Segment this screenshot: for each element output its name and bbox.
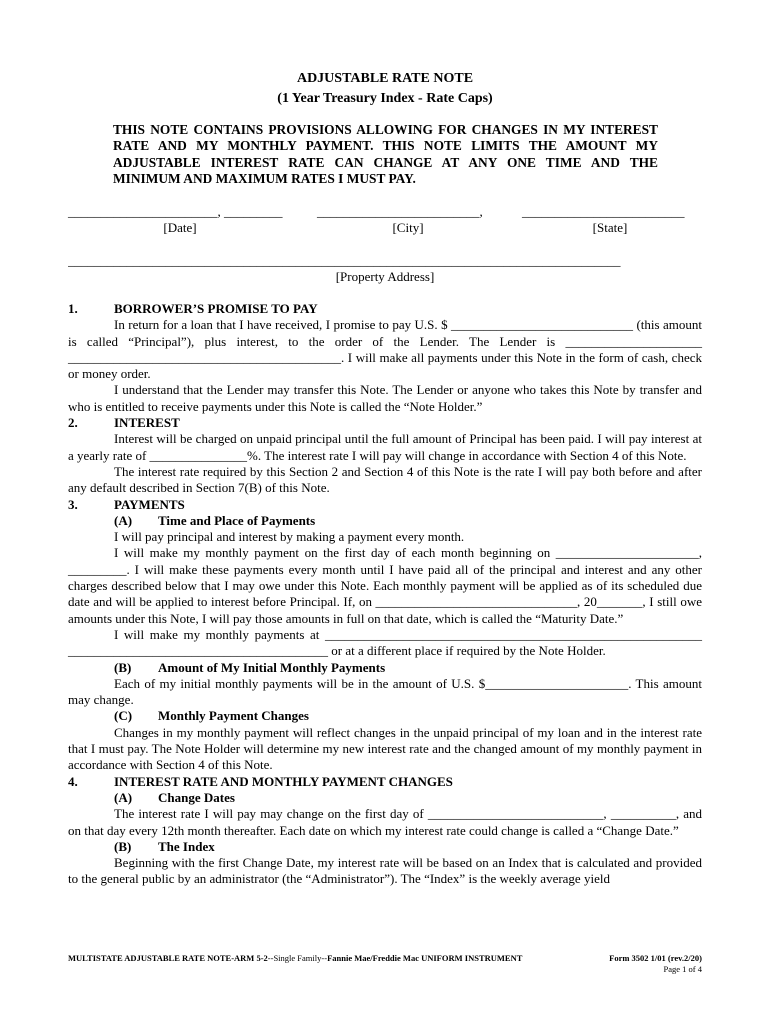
subsection-title: Amount of My Initial Monthly Payments	[158, 659, 386, 675]
section-title: PAYMENTS	[114, 496, 185, 512]
paragraph: In return for a loan that I have received, I promise to pay U.S. $ ____________________________ (this amount is called “Principal”), plus interest, to the order of the Lender. The Lender is _____________________ __________________________________________. I will make all payments under this Note in the form of cash, check or money order.	[68, 317, 702, 382]
subsection-3c-heading	[68, 708, 702, 724]
section-number: 1.	[68, 301, 78, 316]
section-4-heading	[68, 774, 702, 790]
footer-form-number: Form 3502 1/01 (rev.2/20)	[609, 953, 702, 963]
city-label: [City]	[392, 220, 424, 235]
state-label: [State]	[592, 220, 628, 235]
subsection-3b-heading	[68, 660, 702, 676]
section-title: INTEREST RATE AND MONTHLY PAYMENT CHANGES	[114, 773, 453, 789]
subsection-title: Monthly Payment Changes	[158, 708, 309, 724]
document-subtitle: (1 Year Treasury Index - Rate Caps)	[277, 91, 493, 106]
paragraph: Each of my initial monthly payments will be in the amount of U.S. $______________________. This amount may change.	[68, 675, 702, 708]
paragraph: I understand that the Lender may transfer this Note. The Lender or anyone who takes this Note by transfer and who is entitled to receive payments under this Note is called the “Note Holder.”	[68, 382, 702, 414]
note-body	[68, 301, 702, 888]
footer-form-title: MULTISTATE ADJUSTABLE RATE NOTE-ARM 5-2--Single Family--Fannie Mae/Freddie Mac UNIFORM INSTRUMENT	[68, 953, 523, 963]
paragraph: The interest rate I will pay may change on the first day of ___________________________, __________, and on that day every 12th month thereafter. Each date on which my interest rate could change is called a “Change Date.”	[68, 806, 702, 838]
section-2-heading	[68, 415, 702, 431]
section-number: 2.	[68, 415, 78, 431]
paragraph: I will make my monthly payment on the first day of each month beginning on ______________________, _________. I will make these payments every month until I have paid all of the principal and interest and any other charges described below that I may owe under this Note. Each monthly payment will be applied as of its scheduled due date and will be applied to interest before Principal. If, on _______________________________, 20_______, I still owe amounts under this Note, I will pay those amounts in full on that date, which is called the “Maturity Date.”	[68, 545, 702, 626]
paragraph: Interest will be charged on unpaid principal until the full amount of Principal has been paid. I will pay interest at a yearly rate of _______________%. The interest rate I will pay will change in accordance with Section 4 of this Note.	[68, 431, 702, 463]
subsection-letter: (B)	[114, 659, 132, 675]
paragraph: Changes in my monthly payment will reflect changes in the unpaid principal of my loan and in the interest rate that I must pay. The Note Holder will determine my new interest rate and the changed amount of my monthly payment in accordance with Section 4 of this Note.	[68, 724, 702, 773]
subsection-3a-heading	[68, 513, 702, 529]
section-title: BORROWER’S PROMISE TO PAY	[114, 301, 318, 316]
date-label: [Date]	[163, 220, 197, 235]
subsection-letter: (C)	[114, 708, 133, 724]
paragraph: I will make my monthly payments at __________________________________________________________ ________________________________________ or at a different place if required by the Note Holder.	[68, 626, 702, 659]
state-blank: _________________________	[522, 204, 685, 219]
page-footer	[68, 953, 702, 975]
subsection-4b-heading	[68, 839, 702, 855]
paragraph: The interest rate required by this Section 2 and Section 4 of this Note is the rate I will pay both before and after any default described in Section 7(B) of this Note.	[68, 463, 702, 496]
property-address-label: [Property Address]	[335, 269, 435, 284]
city-blank: _________________________,	[317, 204, 483, 219]
subsection-letter: (A)	[114, 789, 133, 805]
page-number: Page 1 of 4	[663, 964, 702, 974]
subsection-letter: (A)	[114, 512, 133, 528]
section-number: 3.	[68, 496, 78, 512]
property-address-blank: _____________________________________________________________________________________	[68, 253, 621, 268]
notice-paragraph: THIS NOTE CONTAINS PROVISIONS ALLOWING FOR CHANGES IN MY INTEREST RATE AND MY MONTHLY PAYMENT. THIS NOTE LIMITS THE AMOUNT MY ADJUSTABLE INTEREST RATE CAN CHANGE AT ANY ONE TIME AND THE MINIMUM AND MAXIMUM RATES I MUST PAY.	[113, 122, 658, 186]
subsection-4a-heading	[68, 790, 702, 806]
section-number: 4.	[68, 773, 78, 789]
subsection-title: Change Dates	[158, 789, 235, 805]
date-blank: _______________________, _________	[68, 204, 283, 219]
paragraph: I will pay principal and interest by making a payment every month.	[114, 529, 465, 545]
subsection-title: The Index	[158, 838, 215, 854]
paragraph: Beginning with the first Change Date, my interest rate will be based on an Index that is calculated and provided to the general public by an administrator (the “Administrator”). The “Index” is the weekly average yield	[68, 855, 702, 887]
subsection-letter: (B)	[114, 838, 132, 854]
section-title: INTEREST	[114, 415, 180, 431]
document-title: ADJUSTABLE RATE NOTE	[296, 71, 474, 86]
section-3-heading	[68, 497, 702, 513]
section-1-heading	[68, 301, 702, 317]
subsection-title: Time and Place of Payments	[158, 512, 316, 528]
